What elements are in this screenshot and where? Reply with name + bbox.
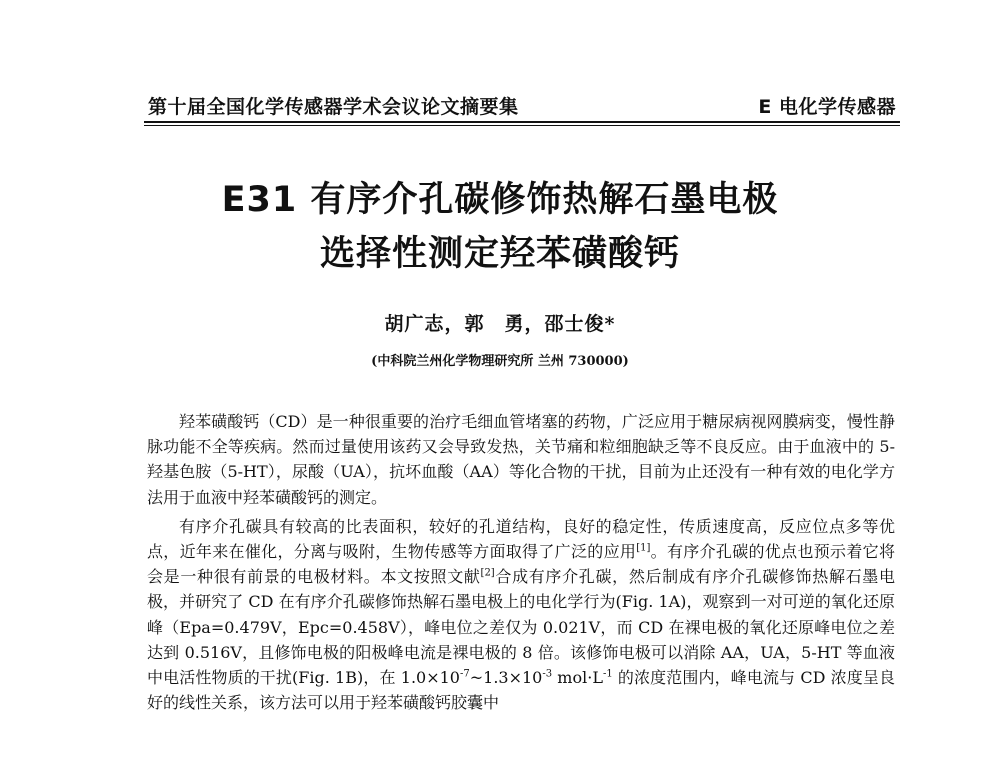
affiliation: (中科院兰州化学物理研究所 兰州 730000) (371, 354, 629, 369)
paragraph-2-text-f: 的浓度范围内，峰电流与 CD 浓度呈良好的线性关系，该方法可以用于羟苯磺酸钙胶囊中 (147, 668, 895, 713)
header-journal-title: 第十届全国化学传感器学术会议论文摘要集 (148, 96, 519, 118)
paragraph-2-text-a: 有序介孔碳具有较高的比表面积，较好的孔道结构，良好的稳定性，传质速度高，反应位点多等优点，近年来在催化，分离与吸附，生物传感等方面取得了广泛的应用 (147, 516, 895, 562)
abstract-body (147, 409, 895, 715)
authors: 胡广志，郭 勇，邵士俊* (384, 313, 616, 335)
paragraph-1: 羟苯磺酸钙（CD）是一种很重要的治疗毛细血管堵塞的药物，广泛应用于糖尿病视网膜病变，慢性静脉功能不全等疾病。然而过量使用该药又会导致发热，关节痛和粒细胞缺乏等不良反应。由于血液中的 5-羟基色胺（5-HT），尿酸（UA），抗坏血酸（AA）等化合物的干扰，目前为止还没有一种有效的电化学方法用于血液中羟苯磺酸钙的测定。 (147, 412, 895, 507)
exponent-1: -7 (459, 668, 470, 680)
paragraph-2-text-e: mol·L (552, 668, 603, 688)
paragraph-2-text-c: 合成有序介孔碳，然后制成有序介孔碳修饰热解石墨电极，并研究了 CD 在有序介孔碳修饰热解石墨电极上的电化学行为(Fig. 1A)，观察到一对可逆的氧化还原峰（Epa=0.479V，Epc=0.458V），峰电位之差仅为 0.021V，而 CD 在裸电极的氧化还原峰电位之差达到 0.516V，且修饰电极的阳极峰电流是裸电极的 8 倍。该修饰电极可以消除 AA，UA，5-HT 等血液中电活性物质的干扰(Fig. 1B)，在 1.0×10 (147, 567, 895, 688)
paragraph-2-text-d: ~1.3×10 (469, 668, 543, 688)
title-line-1: E31 有序介孔碳修饰热解石墨电极 (221, 180, 779, 220)
header-rule-thick (144, 121, 900, 123)
paragraph-2-text-b: 。有序介孔碳的优点也预示着它将会是一种很有前景的电极材料。本文按照文献 (147, 542, 895, 587)
exponent-2: -3 (542, 668, 553, 680)
header-rule-thin (144, 125, 900, 126)
paper-title (0, 173, 1000, 281)
citation-ref-2: [2] (480, 567, 495, 579)
exponent-3: -1 (602, 668, 613, 680)
title-line-2: 选择性测定羟苯磺酸钙 (319, 234, 680, 274)
paragraph-2 (147, 514, 895, 716)
header-section-title: E 电化学传感器 (758, 96, 896, 118)
citation-ref-1: [1] (636, 542, 651, 554)
